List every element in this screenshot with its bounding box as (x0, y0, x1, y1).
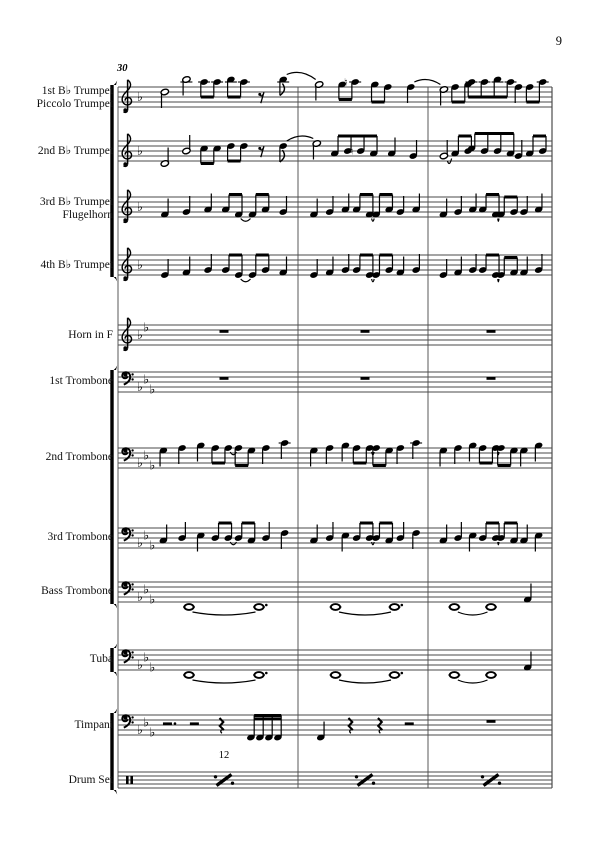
staff-timpani (118, 714, 552, 741)
staff-label-trumpet-1 (0, 85, 113, 111)
bass-clef-icon (122, 448, 134, 460)
svg-text:♭: ♭ (143, 319, 150, 335)
svg-text:♭: ♭ (137, 326, 143, 342)
staff-trombone-2 (118, 439, 552, 472)
staff-label-trumpet-2 (0, 145, 113, 158)
staff-label-tuba (0, 653, 113, 666)
staff-label-timpani (0, 719, 113, 732)
staff-label-horn (0, 329, 113, 342)
svg-text:♭: ♭ (137, 142, 143, 158)
svg-text:♭: ♭ (143, 371, 150, 387)
staff-label-line: 3rd B♭ Trumpet (39, 196, 113, 208)
measure-repeat-count-label: 12 (218, 750, 230, 761)
treble-clef-icon (122, 134, 131, 167)
staff-label-line: Piccolo Trumpet (36, 98, 113, 110)
treble-clef-icon (122, 80, 131, 113)
staff-label-line: Tuba (89, 653, 113, 665)
treble-clef-icon (122, 318, 131, 351)
staff-trumpet-3 (118, 190, 552, 223)
staff-label-trumpet-4 (0, 259, 113, 272)
svg-text:♭: ♭ (149, 724, 156, 740)
staff-label-line: Drum Set (68, 774, 113, 786)
svg-text:♭: ♭ (143, 447, 150, 463)
svg-text:♭: ♭ (137, 534, 143, 550)
svg-text:♭: ♭ (149, 537, 156, 553)
staff-label-drum-set (0, 774, 113, 787)
staff-trumpet-2 (118, 134, 552, 168)
svg-text:♭: ♭ (143, 581, 150, 597)
staff-drum-set (118, 772, 552, 788)
bass-clef-icon (122, 715, 134, 727)
staff-label-line: 1st B♭ Trumpet (41, 85, 113, 97)
svg-text:♭: ♭ (137, 588, 143, 604)
svg-text:♭: ♭ (137, 656, 143, 672)
staff-label-line: Horn in F (68, 329, 113, 341)
staff-tuba (118, 649, 552, 683)
staff-label-line: 2nd Trombone (45, 451, 113, 463)
staff-label-trumpet-3 (0, 196, 113, 222)
staff-label-line: 1st Trombone (49, 375, 113, 387)
svg-text:♭: ♭ (137, 454, 143, 470)
staff-trombone-1 (118, 371, 552, 396)
svg-text:♭: ♭ (149, 381, 156, 397)
staff-label-line: Timpani (74, 719, 113, 731)
svg-text:♭: ♭ (137, 378, 143, 394)
svg-text:♭: ♭ (137, 256, 143, 272)
staff-label-line: Flugelhorn (62, 209, 113, 221)
staff-trumpet-4 (118, 248, 552, 282)
staff-label-line: 2nd B♭ Trumpet (37, 145, 113, 157)
svg-text:♭: ♭ (143, 649, 150, 665)
staff-bass-trombone (118, 581, 552, 615)
group-bracket (110, 366, 117, 609)
svg-text:♭: ♭ (143, 527, 150, 543)
svg-text:♭: ♭ (149, 659, 156, 675)
staff-label-line: Bass Trombone (41, 585, 113, 597)
staff-label-trombone-1 (0, 375, 113, 388)
svg-text:♮: ♮ (344, 77, 348, 89)
svg-text:♭: ♭ (137, 721, 143, 737)
measure-number: 30 (117, 63, 128, 74)
staff-horn (118, 318, 552, 351)
staff-label-trombone-2 (0, 451, 113, 464)
svg-text:♭: ♭ (149, 457, 156, 473)
svg-text:♭: ♭ (149, 591, 156, 607)
staff-trombone-3 (118, 522, 552, 552)
staff-label-bass-trombone (0, 585, 113, 598)
svg-text:♮: ♮ (349, 146, 354, 158)
page-number: 9 (555, 34, 562, 48)
svg-text:♭: ♭ (143, 714, 150, 730)
bass-clef-icon (122, 582, 134, 594)
staff-label-line: 3rd Trombone (47, 531, 113, 543)
staff-label-trombone-3 (0, 531, 113, 544)
bass-clef-icon (122, 650, 134, 662)
bass-clef-icon (122, 372, 134, 384)
bass-clef-icon (122, 528, 134, 540)
svg-text:♭: ♭ (137, 198, 143, 214)
svg-text:♭: ♭ (137, 88, 143, 104)
staff-trumpet-1 (118, 72, 552, 112)
treble-clef-icon (122, 248, 131, 281)
treble-clef-icon (122, 190, 131, 223)
staff-label-line: 4th B♭ Trumpet (40, 259, 113, 271)
